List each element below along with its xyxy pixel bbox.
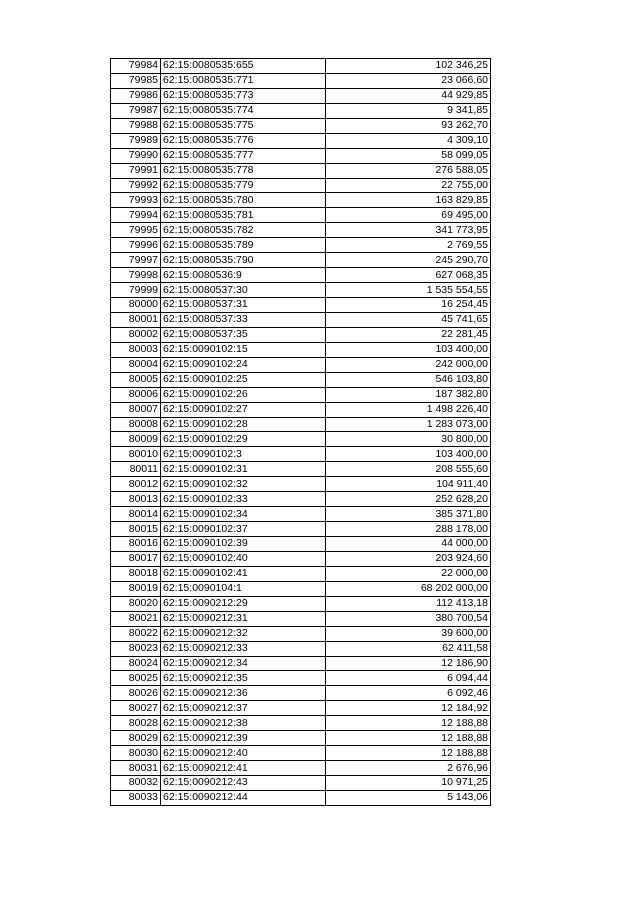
cadastral-number-cell: 62:15:0080536:9 <box>161 268 326 283</box>
cadastral-value-cell: 288 178,00 <box>326 522 491 537</box>
table-body <box>111 59 491 806</box>
row-number-cell: 80020 <box>111 596 161 611</box>
cadastral-value-cell: 102 346,25 <box>326 59 491 74</box>
row-number-cell: 79984 <box>111 59 161 74</box>
cadastral-number-cell: 62:15:0090102:31 <box>161 462 326 477</box>
table-row <box>111 103 491 118</box>
row-number-cell: 80013 <box>111 492 161 507</box>
table-row <box>111 522 491 537</box>
cadastral-value-cell: 112 413,18 <box>326 596 491 611</box>
cadastral-value-cell: 2 676,96 <box>326 761 491 776</box>
row-number-cell: 79986 <box>111 88 161 103</box>
row-number-cell: 80029 <box>111 731 161 746</box>
table-row <box>111 596 491 611</box>
row-number-cell: 80024 <box>111 656 161 671</box>
cadastral-number-cell: 62:15:0080535:776 <box>161 133 326 148</box>
cadastral-value-cell: 12 186,90 <box>326 656 491 671</box>
cadastral-number-cell: 62:15:0090102:34 <box>161 507 326 522</box>
cadastral-value-cell: 245 290,70 <box>326 253 491 268</box>
cadastral-number-cell: 62:15:0080535:780 <box>161 193 326 208</box>
row-number-cell: 80031 <box>111 761 161 776</box>
cadastral-number-cell: 62:15:0090102:32 <box>161 477 326 492</box>
cadastral-value-cell: 93 262,70 <box>326 118 491 133</box>
cadastral-value-cell: 69 495,00 <box>326 208 491 223</box>
cadastral-value-cell: 2 769,55 <box>326 238 491 253</box>
table-row <box>111 566 491 581</box>
cadastral-number-cell: 62:15:0090102:26 <box>161 387 326 402</box>
cadastral-number-cell: 62:15:0090102:41 <box>161 566 326 581</box>
cadastral-number-cell: 62:15:0090102:25 <box>161 372 326 387</box>
cadastral-value-cell: 12 188,88 <box>326 731 491 746</box>
table-row <box>111 133 491 148</box>
cadastral-number-cell: 62:15:0090212:38 <box>161 716 326 731</box>
cadastral-number-cell: 62:15:0080535:774 <box>161 103 326 118</box>
row-number-cell: 80010 <box>111 447 161 462</box>
cadastral-number-cell: 62:15:0090102:29 <box>161 432 326 447</box>
cadastral-value-cell: 22 755,00 <box>326 178 491 193</box>
cadastral-value-cell: 103 400,00 <box>326 447 491 462</box>
table-row <box>111 551 491 566</box>
table-row <box>111 59 491 74</box>
cadastral-value-cell: 242 000,00 <box>326 357 491 372</box>
table-row <box>111 208 491 223</box>
table-row <box>111 507 491 522</box>
cadastral-number-cell: 62:15:0090212:34 <box>161 656 326 671</box>
cadastral-number-cell: 62:15:0090102:3 <box>161 447 326 462</box>
cadastral-number-cell: 62:15:0080537:35 <box>161 327 326 342</box>
row-number-cell: 80009 <box>111 432 161 447</box>
table-row <box>111 238 491 253</box>
cadastral-value-cell: 1 498 226,40 <box>326 402 491 417</box>
row-number-cell: 80027 <box>111 701 161 716</box>
cadastral-number-cell: 62:15:0090212:43 <box>161 776 326 791</box>
cadastral-value-cell: 203 924,60 <box>326 551 491 566</box>
table-row <box>111 731 491 746</box>
table-row <box>111 716 491 731</box>
cadastral-number-cell: 62:15:0080535:773 <box>161 88 326 103</box>
row-number-cell: 80005 <box>111 372 161 387</box>
table-row <box>111 790 491 805</box>
row-number-cell: 80019 <box>111 581 161 596</box>
cadastral-value-cell: 163 829,85 <box>326 193 491 208</box>
cadastral-value-cell: 380 700,54 <box>326 611 491 626</box>
row-number-cell: 79988 <box>111 118 161 133</box>
row-number-cell: 80012 <box>111 477 161 492</box>
cadastral-value-cell: 22 281,45 <box>326 327 491 342</box>
cadastral-number-cell: 62:15:0090212:44 <box>161 790 326 805</box>
cadastral-value-table <box>110 58 491 806</box>
cadastral-number-cell: 62:15:0080535:790 <box>161 253 326 268</box>
table-row <box>111 342 491 357</box>
cadastral-value-cell: 1 535 554,55 <box>326 283 491 298</box>
cadastral-number-cell: 62:15:0090102:37 <box>161 522 326 537</box>
row-number-cell: 80023 <box>111 641 161 656</box>
cadastral-number-cell: 62:15:0090102:24 <box>161 357 326 372</box>
cadastral-number-cell: 62:15:0080535:771 <box>161 73 326 88</box>
cadastral-number-cell: 62:15:0090102:39 <box>161 537 326 552</box>
cadastral-value-cell: 6 092,46 <box>326 686 491 701</box>
cadastral-number-cell: 62:15:0080537:33 <box>161 312 326 327</box>
row-number-cell: 79992 <box>111 178 161 193</box>
table-row <box>111 671 491 686</box>
table-row <box>111 387 491 402</box>
cadastral-number-cell: 62:15:0090102:27 <box>161 402 326 417</box>
cadastral-value-cell: 22 000,00 <box>326 566 491 581</box>
table-row <box>111 193 491 208</box>
cadastral-number-cell: 62:15:0090102:33 <box>161 492 326 507</box>
cadastral-number-cell: 62:15:0080535:777 <box>161 148 326 163</box>
cadastral-value-cell: 10 971,25 <box>326 776 491 791</box>
row-number-cell: 80015 <box>111 522 161 537</box>
cadastral-value-cell: 23 066,60 <box>326 73 491 88</box>
row-number-cell: 80032 <box>111 776 161 791</box>
cadastral-number-cell: 62:15:0090212:29 <box>161 596 326 611</box>
table-row <box>111 641 491 656</box>
row-number-cell: 80026 <box>111 686 161 701</box>
cadastral-number-cell: 62:15:0080535:775 <box>161 118 326 133</box>
table-row <box>111 73 491 88</box>
table-row <box>111 761 491 776</box>
cadastral-value-cell: 1 283 073,00 <box>326 417 491 432</box>
table-row <box>111 432 491 447</box>
row-number-cell: 80016 <box>111 537 161 552</box>
row-number-cell: 80004 <box>111 357 161 372</box>
table-row <box>111 462 491 477</box>
table-row <box>111 477 491 492</box>
cadastral-number-cell: 62:15:0090104:1 <box>161 581 326 596</box>
table-row <box>111 701 491 716</box>
table-row <box>111 223 491 238</box>
row-number-cell: 79996 <box>111 238 161 253</box>
cadastral-number-cell: 62:15:0090212:41 <box>161 761 326 776</box>
cadastral-value-cell: 546 103,80 <box>326 372 491 387</box>
table-row <box>111 283 491 298</box>
cadastral-value-cell: 208 555,60 <box>326 462 491 477</box>
table-row <box>111 402 491 417</box>
table-row <box>111 163 491 178</box>
table-row <box>111 372 491 387</box>
cadastral-number-cell: 62:15:0090212:31 <box>161 611 326 626</box>
cadastral-value-cell: 627 068,35 <box>326 268 491 283</box>
row-number-cell: 79993 <box>111 193 161 208</box>
cadastral-value-cell: 252 628,20 <box>326 492 491 507</box>
cadastral-number-cell: 62:15:0090102:28 <box>161 417 326 432</box>
table-row <box>111 492 491 507</box>
row-number-cell: 79994 <box>111 208 161 223</box>
cadastral-value-cell: 6 094,44 <box>326 671 491 686</box>
cadastral-value-cell: 16 254,45 <box>326 298 491 313</box>
cadastral-number-cell: 62:15:0080535:782 <box>161 223 326 238</box>
cadastral-value-cell: 341 773,95 <box>326 223 491 238</box>
row-number-cell: 80030 <box>111 746 161 761</box>
row-number-cell: 80002 <box>111 327 161 342</box>
row-number-cell: 80022 <box>111 626 161 641</box>
row-number-cell: 80003 <box>111 342 161 357</box>
row-number-cell: 80001 <box>111 312 161 327</box>
row-number-cell: 80008 <box>111 417 161 432</box>
cadastral-value-cell: 45 741,65 <box>326 312 491 327</box>
cadastral-value-cell: 385 371,80 <box>326 507 491 522</box>
cadastral-value-cell: 4 309,10 <box>326 133 491 148</box>
cadastral-value-cell: 68 202 000,00 <box>326 581 491 596</box>
cadastral-number-cell: 62:15:0090212:39 <box>161 731 326 746</box>
cadastral-number-cell: 62:15:0080535:779 <box>161 178 326 193</box>
cadastral-number-cell: 62:15:0090212:36 <box>161 686 326 701</box>
cadastral-number-cell: 62:15:0090102:40 <box>161 551 326 566</box>
cadastral-number-cell: 62:15:0080535:655 <box>161 59 326 74</box>
table-row <box>111 537 491 552</box>
table-row <box>111 327 491 342</box>
row-number-cell: 80007 <box>111 402 161 417</box>
table-row <box>111 88 491 103</box>
table-row <box>111 357 491 372</box>
row-number-cell: 80033 <box>111 790 161 805</box>
cadastral-number-cell: 62:15:0080537:31 <box>161 298 326 313</box>
row-number-cell: 79991 <box>111 163 161 178</box>
row-number-cell: 80028 <box>111 716 161 731</box>
row-number-cell: 79985 <box>111 73 161 88</box>
row-number-cell: 80011 <box>111 462 161 477</box>
cadastral-value-cell: 104 911,40 <box>326 477 491 492</box>
row-number-cell: 80025 <box>111 671 161 686</box>
cadastral-value-cell: 39 600,00 <box>326 626 491 641</box>
row-number-cell: 79987 <box>111 103 161 118</box>
cadastral-value-cell: 5 143,06 <box>326 790 491 805</box>
table-row <box>111 656 491 671</box>
table-row <box>111 611 491 626</box>
cadastral-value-cell: 12 188,88 <box>326 746 491 761</box>
cadastral-number-cell: 62:15:0090212:32 <box>161 626 326 641</box>
table-row <box>111 447 491 462</box>
cadastral-value-cell: 62 411,58 <box>326 641 491 656</box>
table-row <box>111 253 491 268</box>
cadastral-number-cell: 62:15:0090212:35 <box>161 671 326 686</box>
cadastral-number-cell: 62:15:0080537:30 <box>161 283 326 298</box>
row-number-cell: 80017 <box>111 551 161 566</box>
row-number-cell: 80021 <box>111 611 161 626</box>
table-row <box>111 298 491 313</box>
table-row <box>111 626 491 641</box>
table-row <box>111 581 491 596</box>
cadastral-value-cell: 12 184,92 <box>326 701 491 716</box>
row-number-cell: 79998 <box>111 268 161 283</box>
table-row <box>111 118 491 133</box>
cadastral-number-cell: 62:15:0090212:37 <box>161 701 326 716</box>
row-number-cell: 80018 <box>111 566 161 581</box>
table-row <box>111 776 491 791</box>
cadastral-number-cell: 62:15:0090212:33 <box>161 641 326 656</box>
row-number-cell: 79989 <box>111 133 161 148</box>
cadastral-value-cell: 58 099,05 <box>326 148 491 163</box>
cadastral-value-cell: 30 800,00 <box>326 432 491 447</box>
cadastral-number-cell: 62:15:0080535:778 <box>161 163 326 178</box>
cadastral-value-cell: 276 588,05 <box>326 163 491 178</box>
cadastral-value-cell: 9 341,85 <box>326 103 491 118</box>
cadastral-number-cell: 62:15:0080535:789 <box>161 238 326 253</box>
cadastral-value-cell: 12 188,88 <box>326 716 491 731</box>
table-row <box>111 312 491 327</box>
cadastral-value-cell: 44 929,85 <box>326 88 491 103</box>
cadastral-number-cell: 62:15:0090212:40 <box>161 746 326 761</box>
row-number-cell: 80006 <box>111 387 161 402</box>
cadastral-number-cell: 62:15:0080535:781 <box>161 208 326 223</box>
row-number-cell: 79995 <box>111 223 161 238</box>
table-row <box>111 686 491 701</box>
cadastral-value-cell: 187 382,80 <box>326 387 491 402</box>
table-row <box>111 268 491 283</box>
table-row <box>111 417 491 432</box>
row-number-cell: 80014 <box>111 507 161 522</box>
cadastral-value-cell: 103 400,00 <box>326 342 491 357</box>
cadastral-value-cell: 44 000,00 <box>326 537 491 552</box>
table-row <box>111 148 491 163</box>
row-number-cell: 79999 <box>111 283 161 298</box>
cadastral-number-cell: 62:15:0090102:15 <box>161 342 326 357</box>
table-row <box>111 178 491 193</box>
row-number-cell: 79990 <box>111 148 161 163</box>
table-row <box>111 746 491 761</box>
row-number-cell: 80000 <box>111 298 161 313</box>
row-number-cell: 79997 <box>111 253 161 268</box>
